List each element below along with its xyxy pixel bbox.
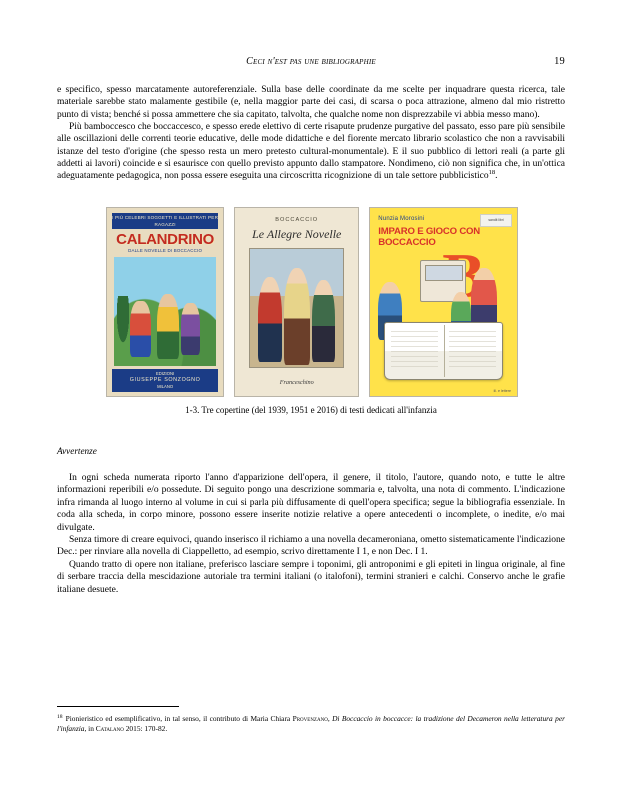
figure-shape: [312, 280, 335, 363]
book-cover-imparo-e-gioco: [369, 207, 518, 397]
avvertenze-paragraph-3: Quando tratto di opere non italiane, preferisco lasciare sempre i toponimi, gli antroponimi e gli epiteti in lingua originale, al fine di serbare traccia della mescidazione autoriale tra termini italiani (o italofoni), termini stranieri e calchi. Conservo anche le grafie italiane desuete.: [57, 559, 565, 595]
footnote-reference[interactable]: 18: [488, 169, 496, 177]
avvertenze-paragraph-2: Senza timore di creare equivoci, quando inserisco il richiamo a una novella decameroniana, ometto sistematicamente l'indicazione Dec.: per rinviare alla novella di Ciappelletto, ad esempio, scrivo direttamente I 1, e non Dec. I 1.: [57, 535, 565, 558]
cover-a-publisher-line1: EDIZIONI: [156, 371, 175, 376]
figure-shape: [258, 277, 282, 362]
cover-a-publisher-band: [112, 369, 218, 392]
footnote-source-rest: 2015: 170-82.: [123, 724, 168, 734]
cover-b-author: BOCCACCIO: [275, 217, 319, 223]
paragraph-2-end: .: [495, 171, 498, 182]
cover-c-title: IMPARO E GIOCO CON BOCCACCIO: [378, 226, 481, 248]
book-cover-allegre-novelle: [234, 207, 359, 397]
cover-b-illustration: [249, 248, 344, 368]
footnote-text-2: ,: [327, 714, 333, 723]
footnote-text-3: , in: [84, 724, 96, 734]
running-head-title: Ceci n'est pas une bibliographie: [246, 56, 376, 67]
figure-shape: [181, 303, 199, 355]
footnote-title: Di Boccaccio in boccacce: la tradizione del Decameron nella letteratura per l'infanzia: [57, 714, 565, 734]
running-head: [57, 56, 565, 70]
cover-a-city: MILANO: [157, 383, 174, 389]
page-content: [57, 0, 565, 800]
page-number: 19: [554, 56, 565, 67]
cover-b-illustrator: Franceschino: [279, 379, 314, 386]
section-heading-avvertenze: Avvertenze: [57, 446, 97, 456]
cover-a-illustration: [114, 257, 216, 366]
open-book-shape: [384, 322, 503, 380]
book-text-lines: [391, 331, 438, 367]
body-text: [57, 84, 565, 183]
figure-caption: 1-3. Tre copertine (del 1939, 1951 e 2016) di testi dedicati all'infanzia: [185, 405, 437, 415]
paragraph-continued: e specifico, spesso marcatamente autoreferenziale. Sulla base delle coordinate da me scelte per inquadrare questa ricerca, tale materiale sarebbe stato malamente gestibile (e, nella maggior parte dei casi, di scarsa o poca attrazione, almeno dal mio ristretto punto di vista; benché si possa ammettere che sia capitato, talvolta, che qualche nome non disprezzabile vi abbia messo mano).: [57, 85, 565, 120]
footnote-source: Catalano: [95, 724, 124, 734]
footnote-marker: 18: [57, 713, 63, 720]
book-cover-calandrino: [106, 207, 224, 397]
avvertenze-paragraph-1: In ogni scheda numerata riporto l'anno d'apparizione dell'opera, il genere, il titolo, l'autore, quando noto, e tutte le altre informazioni reperibili e/o possedute. Di seguito pongo una descrizione sommaria e, talvolta, una nota di commento. L'indicazione infra rimanda al luogo interno al volume in cui si parla più diffusamente di quell'opera specifica; segue la bibliografia essenziale. In coda alla scheda, in corpo minore, possono essere inserite notizie relative a opere antecedenti o incomplete, o inedite, e/o mai divulgate.: [57, 473, 565, 533]
book-text-lines: [449, 331, 496, 367]
paragraph-2: [57, 121, 565, 183]
figure-book-covers: [106, 207, 518, 395]
cover-a-publisher-line2: GIUSEPPE SONZOGNO: [129, 377, 201, 384]
cover-c-publisher-logo: sandit libri: [480, 214, 512, 227]
footnote-author: Provenzano: [292, 714, 328, 723]
figure-shape: [130, 301, 150, 358]
cover-a-title: CALANDRINO: [116, 231, 214, 248]
cover-b-title: Le Allegre Novelle: [252, 227, 342, 241]
cover-c-author: Nunzia Morosini: [378, 216, 425, 222]
footnote-18: [57, 714, 565, 734]
figure-shape: [284, 268, 310, 365]
tree-shape: [116, 296, 130, 346]
figure-shape: [157, 294, 179, 359]
cover-a-subtitle: DALLE NOVELLE DI BOCCACCIO: [128, 248, 203, 253]
avvertenze-body: [57, 472, 565, 596]
cover-c-credit: ill. e lettere: [493, 389, 511, 393]
footnote-text-1: Pionieristico ed esemplificativo, in tal senso, il contributo di Maria Chiara: [65, 714, 293, 723]
footnote-separator: [57, 706, 179, 707]
paragraph-2-text: Più bamboccesco che boccaccesco, e spesso erede elettivo di certe risapute prudenze purgative del passato, esso pare più sensibile alle oscillazioni delle correnti teorie educative, delle mode didattiche e del fiorente mercato librario scolastico che non a ravvisabili istanze del testo d'origine (che spesso resta un mero pretesto cultural-monumentale). E il suo pubblico di lettori reali (a parte gli addetti ai lavori) coincide e si esaurisce con quello previsto appunto dallo stampatore. Nondimeno, ciò non significa che, in un'ottica adeguatamente pedagogica, non possa essere eseguita una circoscritta ricognizione di un tale settore pubblicistico: [57, 122, 565, 182]
cover-a-top-band: I PIÙ CELEBRI SOGGETTI E ILLUSTRATI PER RAGAZZI: [112, 215, 219, 227]
